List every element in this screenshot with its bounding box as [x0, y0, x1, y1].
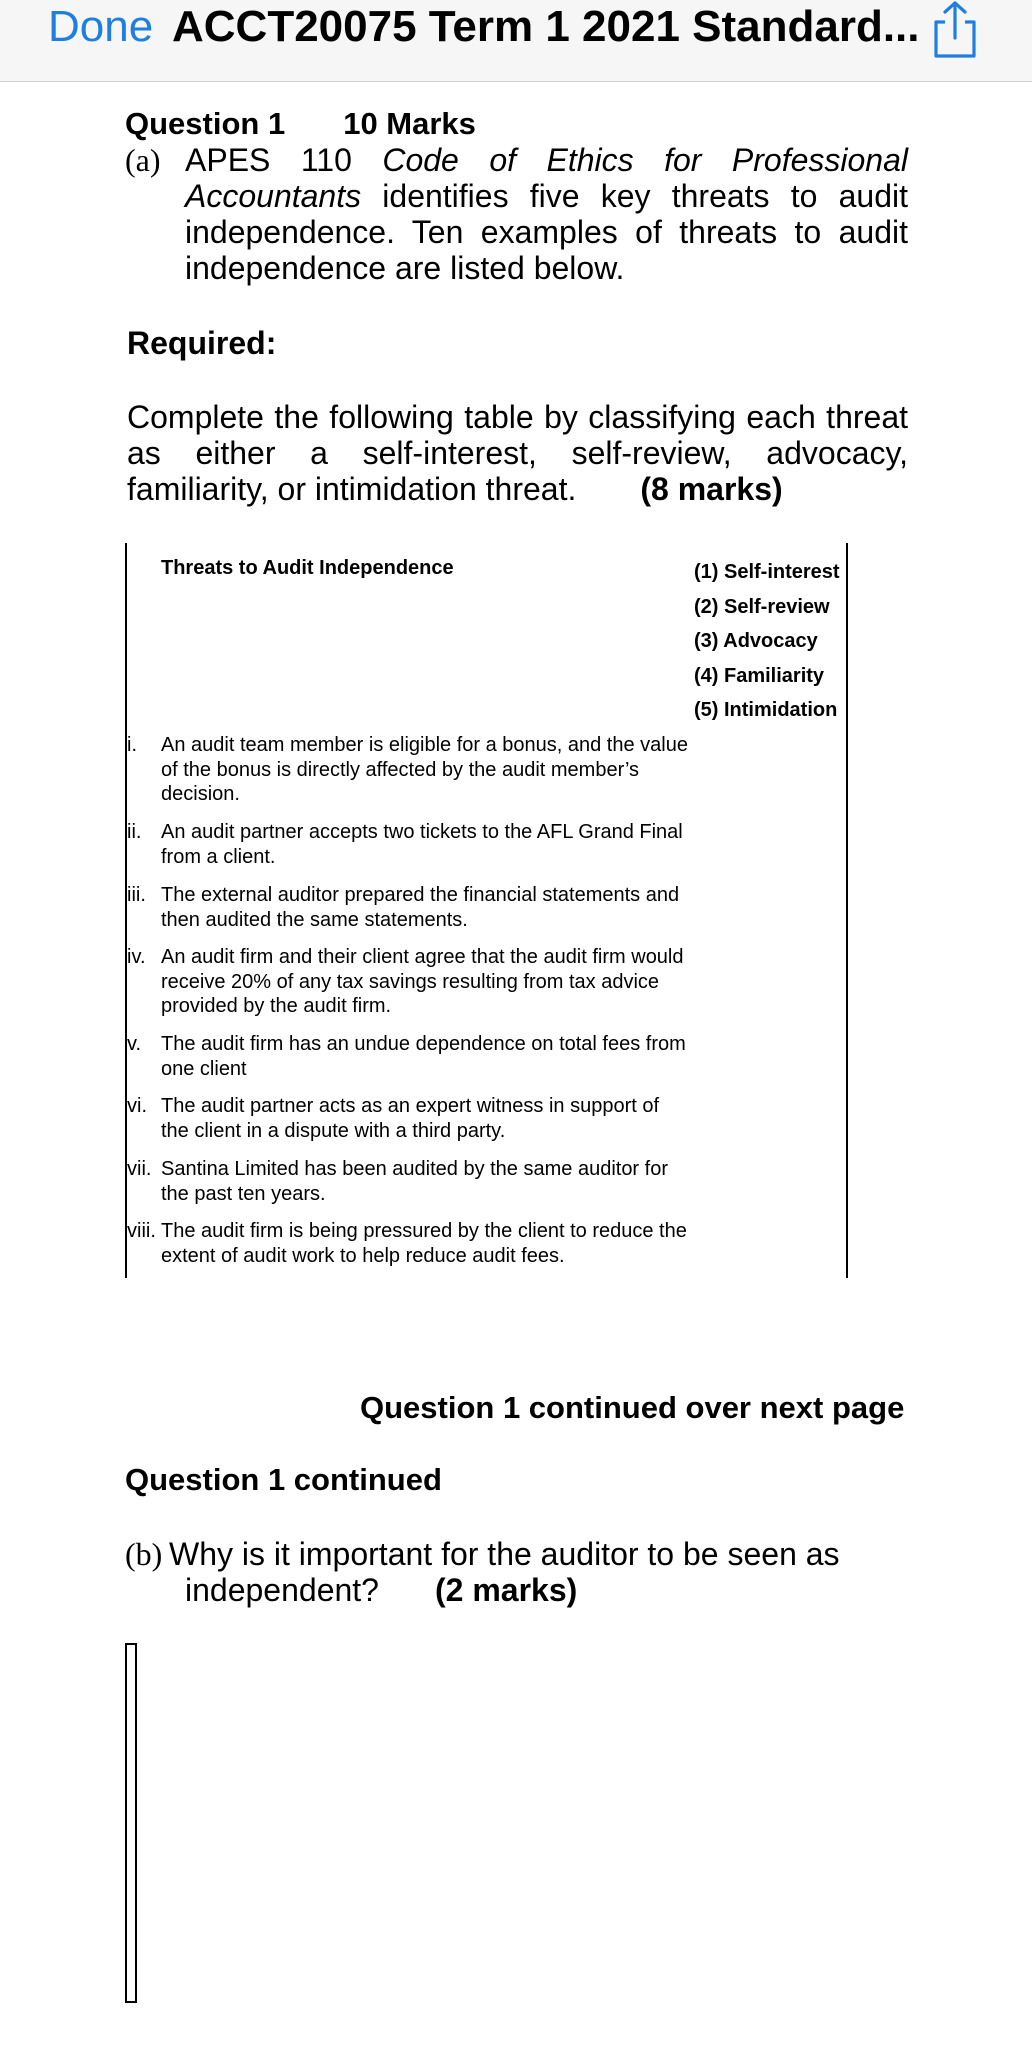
threat-item: [127, 820, 692, 869]
category-familiarity: (4) Familiarity: [694, 664, 825, 687]
part-a-text: [185, 142, 908, 286]
threat-text: The audit firm is being pressured by the client to reduce the extent of audit work to help reduce audit fees.: [161, 1220, 687, 1267]
code-of-ethics-title: Code of Ethics for Professional Accountants: [185, 142, 909, 214]
threat-number: vii.: [127, 1158, 152, 1180]
table-header: Threats to Audit Independence: [161, 557, 454, 579]
question-marks: 10 Marks: [343, 106, 476, 141]
question-number: Question 1: [125, 106, 286, 141]
part-b-line2: [185, 1572, 885, 1608]
category-self-review: (2) Self-review: [694, 595, 830, 618]
threat-number: viii.: [127, 1220, 156, 1242]
threat-text: The audit partner acts as an expert witness in support of the client in a dispute with a third party.: [161, 1095, 660, 1142]
threat-item: [127, 1032, 692, 1081]
continued-heading: Question 1 continued: [125, 1462, 442, 1497]
threat-item: [127, 945, 692, 1019]
part-b-marks: (2 marks): [434, 1572, 578, 1608]
threat-text: Santina Limited has been audited by the same auditor for the past ten years.: [161, 1158, 668, 1205]
answer-text-box[interactable]: [125, 1643, 137, 2003]
instruction-paragraph: [127, 399, 908, 507]
category-advocacy: (3) Advocacy: [694, 630, 818, 652]
threat-item: [127, 1157, 692, 1206]
part-b-line1: Why is it important for the auditor to be seen as: [169, 1536, 840, 1572]
threat-text: An audit team member is eligible for a bonus, and the value of the bonus is directly affected by the audit member’s decision.: [161, 734, 688, 805]
instruction-text: Complete the following table by classifying each threat as either a self-interest, self-review, advocacy, familiarity, or intimidation threat.: [127, 399, 908, 507]
threat-item: [127, 1219, 692, 1268]
threat-item: [127, 733, 692, 807]
question-heading: [125, 106, 476, 142]
threat-number: iii.: [127, 884, 146, 906]
part-b-label: (b): [125, 1536, 163, 1572]
share-icon[interactable]: [928, 0, 982, 60]
instruction-marks: (8 marks): [640, 471, 783, 507]
table-right-border: [846, 543, 848, 1278]
category-intimidation: (5) Intimidation: [694, 699, 838, 721]
continued-next-page-note: Question 1 continued over next page: [360, 1390, 905, 1425]
part-b-paragraph: [125, 1536, 885, 1608]
threat-text: The audit firm has an undue dependence on total fees from one client: [161, 1033, 686, 1080]
threat-number: ii.: [127, 821, 142, 843]
threat-item: [127, 883, 692, 932]
threat-number: iv.: [127, 946, 146, 968]
threat-number: v.: [127, 1033, 142, 1055]
required-heading: Required:: [127, 325, 277, 361]
threat-text: The external auditor prepared the financial statements and then audited the same statements.: [161, 884, 680, 931]
part-a-paragraph: [125, 142, 908, 286]
part-a-text-start: APES 110: [185, 142, 383, 178]
threat-item: [127, 1094, 692, 1143]
threat-number: vi.: [127, 1095, 147, 1117]
part-a-label: (a): [125, 142, 161, 178]
top-toolbar: [0, 0, 1032, 82]
part-b-question-end: independent?: [185, 1572, 379, 1608]
done-button[interactable]: Done: [48, 2, 154, 51]
category-list: [694, 555, 840, 728]
threat-text: An audit partner accepts two tickets to the AFL Grand Final from a client.: [161, 821, 683, 868]
threat-number: i.: [127, 734, 137, 756]
threat-text: An audit firm and their client agree that the audit firm would receive 20% of any tax savings resulting from tax advice provided by the audit firm.: [161, 946, 684, 1017]
part-a-text-end: identifies five key threats to audit independence. Ten examples of threats to audit independence are listed below.: [185, 178, 908, 286]
category-self-interest: (1) Self-interest: [694, 561, 840, 583]
document-title: ACCT20075 Term 1 2021 Standard...: [172, 2, 920, 51]
